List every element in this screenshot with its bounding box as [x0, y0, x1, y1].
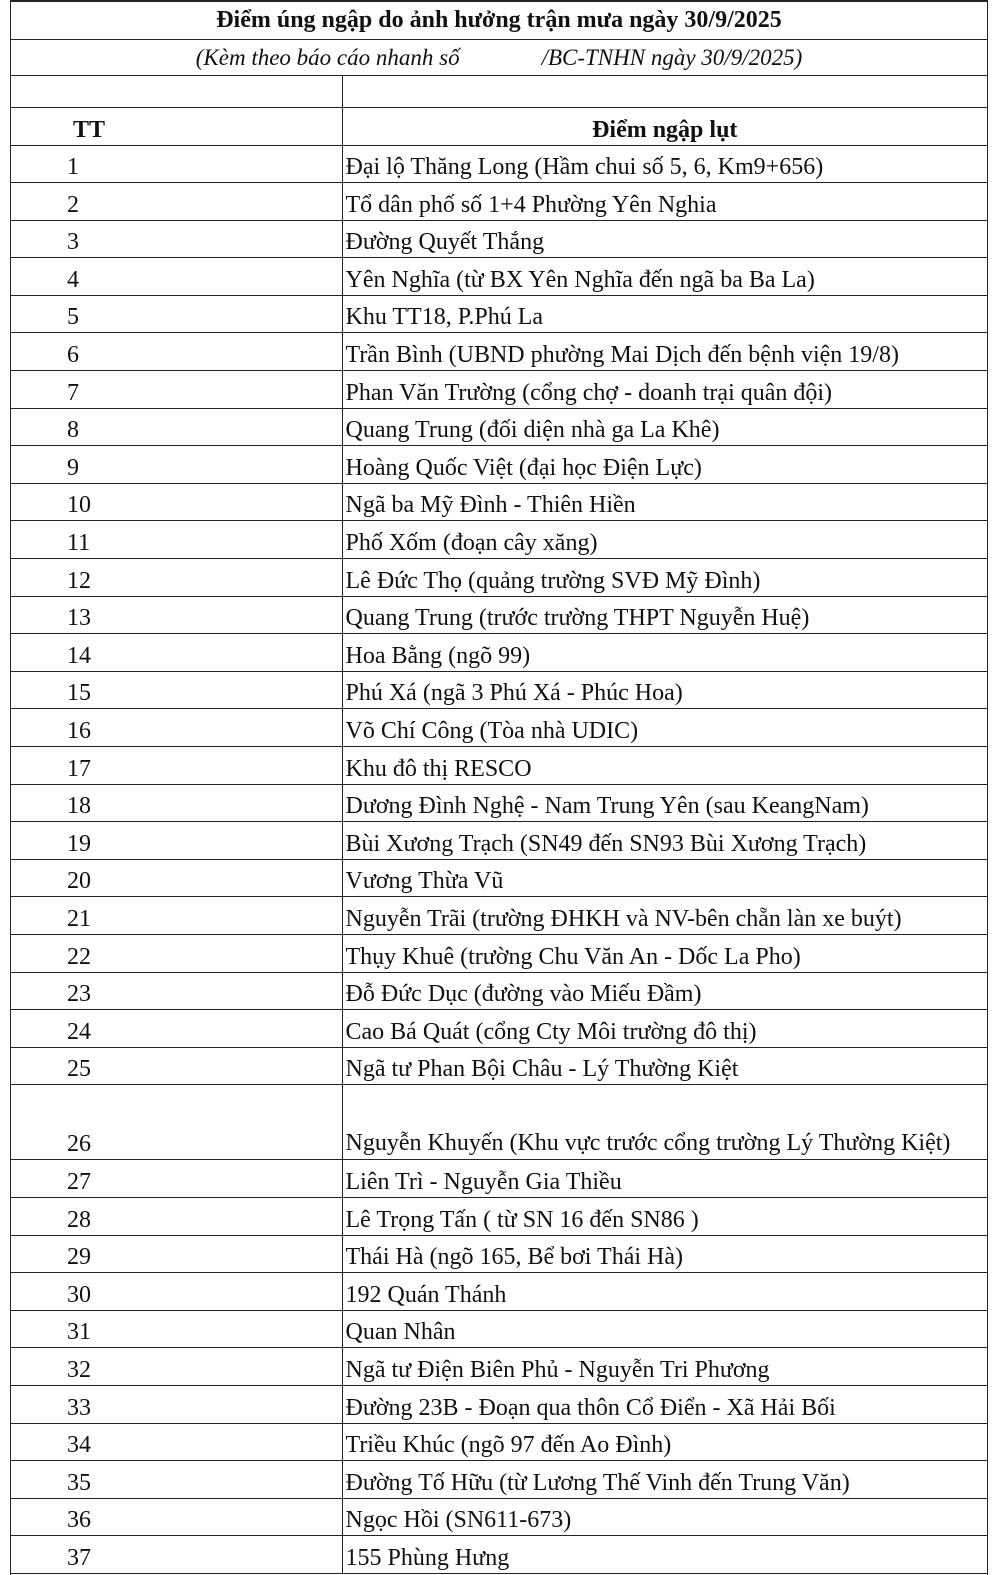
report-subtitle: [11, 40, 987, 76]
row-number: 6: [11, 333, 342, 371]
row-number: 24: [11, 1010, 342, 1048]
table-row: [11, 1235, 987, 1273]
flood-point-name: Bùi Xương Trạch (SN49 đến SN93 Bùi Xương Trạch): [342, 822, 987, 860]
flood-point-name: Dương Đình Nghệ - Nam Trung Yên (sau KeangNam): [342, 784, 987, 822]
table-row: [11, 1461, 987, 1499]
table-row: [11, 446, 987, 484]
flood-point-name: Quan Nhân: [342, 1310, 987, 1348]
table-row: [11, 220, 987, 258]
table-row: [11, 1010, 987, 1048]
row-number: 27: [11, 1160, 342, 1198]
row-number: 28: [11, 1197, 342, 1235]
table-row: [11, 1423, 987, 1461]
flood-point-name: Ngã tư Phan Bội Châu - Lý Thường Kiệt: [342, 1047, 987, 1085]
row-number: 7: [11, 371, 342, 409]
table-row: [11, 709, 987, 747]
table-row: [11, 897, 987, 935]
row-number: 19: [11, 822, 342, 860]
table-body: [11, 76, 987, 1573]
flood-point-name: Yên Nghĩa (từ BX Yên Nghĩa đến ngã ba Ba La): [342, 258, 987, 296]
table-row: [11, 1310, 987, 1348]
flood-point-name: Ngã ba Mỹ Đình - Thiên Hiền: [342, 483, 987, 521]
table-row: [11, 634, 987, 672]
table-row: [11, 145, 987, 183]
row-number: 30: [11, 1273, 342, 1311]
subtitle-text-start: (Kèm theo báo cáo nhanh số: [195, 44, 460, 70]
row-number: 14: [11, 634, 342, 672]
table-row: [11, 1273, 987, 1311]
flood-point-name: Phố Xốm (đoạn cây xăng): [342, 521, 987, 559]
flood-point-name: Trần Bình (UBND phường Mai Dịch đến bệnh viện 19/8): [342, 333, 987, 371]
flood-point-name: Phan Văn Trường (cổng chợ - doanh trại quân đội): [342, 371, 987, 409]
table-row: [11, 1536, 987, 1574]
table-row: [11, 1498, 987, 1536]
row-number: 29: [11, 1235, 342, 1273]
row-number: 12: [11, 559, 342, 597]
row-number: 17: [11, 747, 342, 785]
flood-point-name: Thái Hà (ngõ 165, Bể bơi Thái Hà): [342, 1235, 987, 1273]
table-row: [11, 333, 987, 371]
table-row: [11, 972, 987, 1010]
row-number: 10: [11, 483, 342, 521]
flood-point-name: Lê Đức Thọ (quảng trường SVĐ Mỹ Đình): [342, 559, 987, 597]
table-row: [11, 784, 987, 822]
table-row: [11, 822, 987, 860]
flood-point-name: Đường Quyết Thắng: [342, 220, 987, 258]
row-number: 34: [11, 1423, 342, 1461]
flood-point-name: Ngọc Hồi (SN611-673): [342, 1498, 987, 1536]
flood-point-name: 192 Quán Thánh: [342, 1273, 987, 1311]
column-header-tt: TT: [11, 107, 342, 145]
row-number: 36: [11, 1498, 342, 1536]
row-number: 9: [11, 446, 342, 484]
subtitle-text-end: /BC-TNHN ngày 30/9/2025): [541, 44, 803, 70]
flood-point-name: Khu đô thị RESCO: [342, 747, 987, 785]
row-number: 11: [11, 521, 342, 559]
flood-points-table: [11, 76, 987, 1574]
row-number: 31: [11, 1310, 342, 1348]
table-row: [11, 671, 987, 709]
table-header-row: [11, 107, 987, 145]
flood-point-name: Đường 23B - Đoạn qua thôn Cổ Điển - Xã Hải Bối: [342, 1385, 987, 1423]
row-number: 1: [11, 145, 342, 183]
row-number: 22: [11, 934, 342, 972]
row-number: 20: [11, 859, 342, 897]
flood-point-name: Võ Chí Công (Tòa nhà UDIC): [342, 709, 987, 747]
row-number: 35: [11, 1461, 342, 1499]
table-row: [11, 1385, 987, 1423]
flood-point-name: Nguyễn Trãi (trường ĐHKH và NV-bên chẵn làn xe buýt): [342, 897, 987, 935]
flood-point-name: Hoa Bằng (ngõ 99): [342, 634, 987, 672]
table-row: [11, 859, 987, 897]
flood-point-name: Tổ dân phố số 1+4 Phường Yên Nghia: [342, 183, 987, 221]
table-row: [11, 1047, 987, 1085]
table-row: [11, 483, 987, 521]
row-number: 16: [11, 709, 342, 747]
table-row: [11, 258, 987, 296]
flood-point-name: Đỗ Đức Dục (đường vào Miếu Đầm): [342, 972, 987, 1010]
table-row: [11, 1348, 987, 1386]
flood-point-name: Khu TT18, P.Phú La: [342, 295, 987, 333]
flood-point-name: Ngã tư Điện Biên Phủ - Nguyễn Tri Phương: [342, 1348, 987, 1386]
table-row: [11, 521, 987, 559]
table-row: [11, 295, 987, 333]
table-row: [11, 1085, 987, 1160]
table-row: [11, 559, 987, 597]
report-title: Điểm úng ngập do ảnh hưởng trận mưa ngày 30/9/2025: [11, 0, 987, 40]
row-number: 13: [11, 596, 342, 634]
flood-point-name: Hoàng Quốc Việt (đại học Điện Lực): [342, 446, 987, 484]
row-number: 32: [11, 1348, 342, 1386]
row-number: 8: [11, 408, 342, 446]
report-sheet: [10, 0, 988, 1575]
table-row: [11, 747, 987, 785]
row-number: 33: [11, 1385, 342, 1423]
row-number: 15: [11, 671, 342, 709]
flood-point-name: Đại lộ Thăng Long (Hầm chui số 5, 6, Km9+656): [342, 145, 987, 183]
table-row: [11, 371, 987, 409]
row-number: 21: [11, 897, 342, 935]
flood-point-name: Vương Thừa Vũ: [342, 859, 987, 897]
flood-point-name: Triều Khúc (ngõ 97 đến Ao Đình): [342, 1423, 987, 1461]
blank-cell: [11, 76, 342, 107]
flood-point-name: Phú Xá (ngã 3 Phú Xá - Phúc Hoa): [342, 671, 987, 709]
row-number: 37: [11, 1536, 342, 1574]
flood-point-name: Đường Tố Hữu (từ Lương Thế Vinh đến Trung Văn): [342, 1461, 987, 1499]
row-number: 25: [11, 1047, 342, 1085]
row-number: 26: [11, 1085, 342, 1160]
flood-point-name: Lê Trọng Tấn ( từ SN 16 đến SN86 ): [342, 1197, 987, 1235]
flood-point-name: Nguyễn Khuyến (Khu vực trước cổng trường Lý Thường Kiệt): [342, 1085, 987, 1160]
table-row: [11, 934, 987, 972]
row-number: 2: [11, 183, 342, 221]
table-row: [11, 408, 987, 446]
flood-point-name: Cao Bá Quát (cổng Cty Môi trường đô thị): [342, 1010, 987, 1048]
flood-point-name: Quang Trung (trước trường THPT Nguyễn Huệ): [342, 596, 987, 634]
blank-row: [11, 76, 987, 107]
table-row: [11, 183, 987, 221]
column-header-point: Điểm ngập lụt: [342, 107, 987, 145]
flood-point-name: Liên Trì - Nguyễn Gia Thiều: [342, 1160, 987, 1198]
blank-cell: [342, 76, 987, 107]
table-row: [11, 1160, 987, 1198]
row-number: 3: [11, 220, 342, 258]
row-number: 18: [11, 784, 342, 822]
row-number: 5: [11, 295, 342, 333]
table-row: [11, 596, 987, 634]
table-row: [11, 1197, 987, 1235]
flood-point-name: Quang Trung (đối diện nhà ga La Khê): [342, 408, 987, 446]
flood-point-name: 155 Phùng Hưng: [342, 1536, 987, 1574]
row-number: 23: [11, 972, 342, 1010]
row-number: 4: [11, 258, 342, 296]
flood-point-name: Thụy Khuê (trường Chu Văn An - Dốc La Pho): [342, 934, 987, 972]
